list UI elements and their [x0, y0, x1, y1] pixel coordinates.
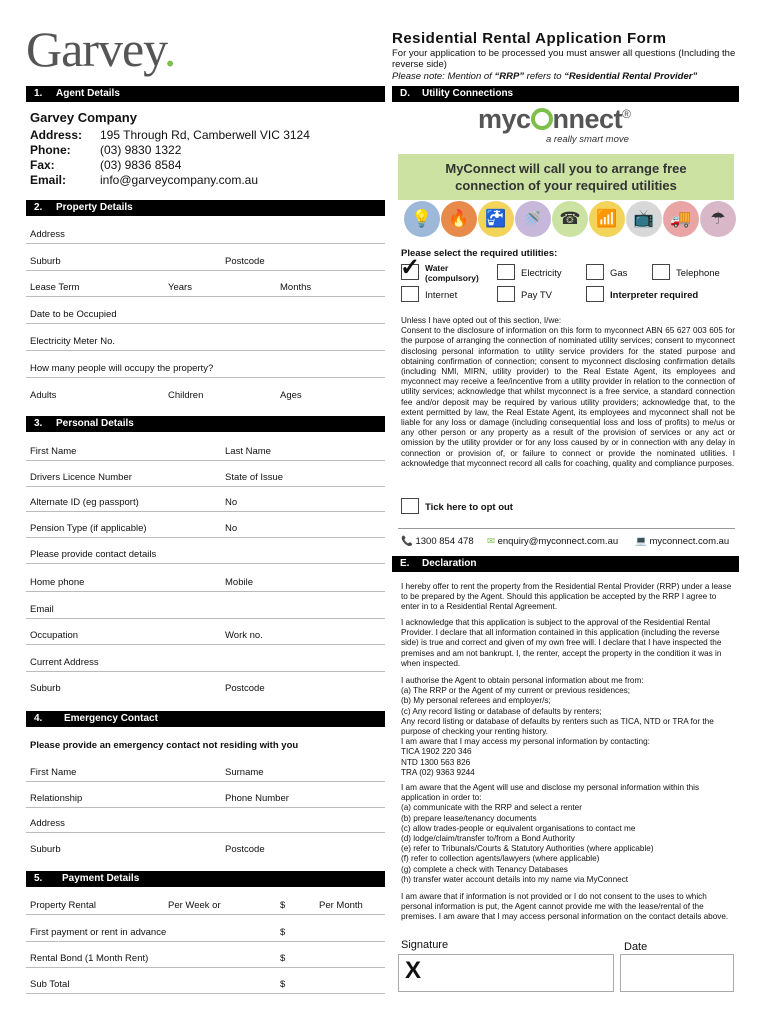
last-name-field[interactable]: Last Name: [225, 446, 271, 457]
internet-label: Internet: [425, 290, 458, 301]
date-occupied-field[interactable]: Date to be Occupied: [30, 309, 117, 320]
signature-x-mark: X: [405, 957, 422, 984]
divider: [26, 486, 385, 487]
divider: [26, 832, 385, 833]
declaration-p3: I authorise the Agent to obtain personal information about me from: (a) The RRP or the Agent of my current or previous residences; (b) My personal referees and employer/s; (c) Any record listing or database of defaults by renters; Any record listing or database of defaults by renters such as TICA, NTD or TRA for the purpose of checking your renting history. I am aware that I may access my personal information by contacting: TICA 1902 220 346 NTD 1300 563 826 TRA (02) 9363 9244: [401, 676, 714, 777]
divider: [26, 941, 385, 942]
form-subtitle: For your application to be processed you must answer all questions (Including the reverse side): [392, 48, 736, 70]
gas-label: Gas: [610, 268, 628, 279]
divider: [26, 511, 385, 512]
emergency-first-name-field[interactable]: First Name: [30, 767, 77, 778]
telephone-checkbox[interactable]: [652, 264, 670, 280]
emergency-phone-field[interactable]: Phone Number: [225, 793, 289, 804]
lightbulb-icon: 💡: [404, 201, 440, 237]
divider: [26, 350, 385, 351]
ages-field[interactable]: Ages: [280, 390, 302, 401]
mobile-field[interactable]: Mobile: [225, 577, 253, 588]
myconnect-logo-ring: [531, 108, 553, 130]
section-agent-header: 1. Agent Details: [26, 86, 385, 102]
first-payment-dollar-sign: $: [280, 927, 286, 938]
mail-icon: ✉: [487, 536, 495, 547]
divider: [26, 618, 385, 619]
property-suburb-field[interactable]: Suburb: [30, 256, 61, 267]
current-postcode-field[interactable]: Postcode: [225, 683, 265, 694]
divider: [26, 460, 385, 461]
water-checkmark-icon: ✓: [400, 254, 421, 281]
opt-out-checkbox[interactable]: [401, 498, 419, 514]
divider: [26, 807, 385, 808]
utilities-select-label: Please select the required utilities:: [401, 248, 558, 259]
laptop-icon: 💻: [635, 536, 647, 547]
garvey-logo: [26, 20, 175, 78]
first-payment-field[interactable]: First payment or rent in advance: [30, 927, 167, 938]
divider: [26, 537, 385, 538]
water-tap-icon: 🚰: [478, 201, 514, 237]
myconnect-email[interactable]: ✉ enquiry@myconnect.com.au: [487, 536, 619, 547]
section-utility-header: D. Utility Connections: [392, 86, 739, 102]
per-week-label: Per Week or: [168, 900, 221, 911]
logo-text: Garvey: [26, 21, 164, 77]
section-personal-header: 3. Personal Details: [26, 416, 385, 432]
agent-address-row: Address: 195 Through Rd, Camberwell VIC 3124: [30, 128, 310, 142]
declaration-p2: I acknowledge that this application is subject to the approval of the Residential Rental Provider. I declare that all information contained in this application (including the reverse side) is true and correct and given of my own free will. I declare that I have inspected the premises and am not bankrupt. I, the renter, accept the property in the condition it was in when inspected.: [401, 618, 722, 668]
divider: [26, 243, 385, 244]
myconnect-website[interactable]: 💻 myconnect.com.au: [635, 536, 730, 547]
form-title: Residential Rental Application Form: [392, 30, 667, 47]
section-declaration-header: E. Declaration: [392, 556, 739, 572]
router-icon: 📶: [589, 201, 625, 237]
children-field[interactable]: Children: [168, 390, 204, 401]
property-rental-field[interactable]: Property Rental: [30, 900, 97, 911]
adults-field[interactable]: Adults: [30, 390, 57, 401]
declaration-p5: I am aware that if information is not provided or I do not consent to the uses to which personal information is put, the Agent cannot provide me with the lease/rental of the premises. I am aware that I may access personal information on the contact details above.: [401, 892, 729, 922]
emergency-relationship-field[interactable]: Relationship: [30, 793, 83, 804]
home-phone-field[interactable]: Home phone: [30, 577, 85, 588]
myconnect-tagline: a really smart move: [546, 134, 629, 145]
alternate-id-field[interactable]: Alternate ID (eg passport): [30, 497, 139, 508]
rental-bond-field[interactable]: Rental Bond (1 Month Rent): [30, 953, 149, 964]
section-property-header: 2. Property Details: [26, 200, 385, 216]
section-emergency-header: 4. Emergency Contact: [26, 711, 385, 727]
email-field[interactable]: Email: [30, 604, 54, 615]
signature-box[interactable]: [398, 954, 614, 992]
declaration-p4: I am aware that the Agent will use and disclose my personal information within this application in order to: (a) communicate with the RRP and select a renter (b) prepare lease/tenancy documents (c) allow trades-people or equivalent organisations to contact me (d) lodge/claim/transfer to/from a Bond Authority (e) refer to Tribunals/Courts & Statutory Authorities (where applicable) (f) refer to collection agents/lawyers (where applicable) (g) complete a check with Tenancy Databases (h) transfer water account details into my name via MyConnect: [401, 783, 700, 884]
bond-dollar-sign: $: [280, 953, 286, 964]
emergency-postcode-field[interactable]: Postcode: [225, 844, 265, 855]
telephone-label: Telephone: [676, 268, 720, 279]
lease-months-label: Months: [280, 282, 312, 293]
tv-icon: 📺: [626, 201, 662, 237]
signature-label: Signature: [401, 939, 449, 951]
lease-years-label: Years: [168, 282, 192, 293]
subtotal-dollar-sign: $: [280, 979, 286, 990]
lease-term-field[interactable]: Lease Term: [30, 282, 80, 293]
divider: [26, 671, 385, 672]
emergency-address-field[interactable]: Address: [30, 818, 65, 829]
emergency-suburb-field[interactable]: Suburb: [30, 844, 61, 855]
form-note: Please note: Mention of “RRP” refers to “Residential Rental Provider”: [392, 71, 698, 82]
electricity-checkbox[interactable]: [497, 264, 515, 280]
myconnect-phone: 📞 1300 854 478: [401, 536, 474, 547]
agent-email-row: Email: info@garveycompany.com.au: [30, 173, 259, 187]
alternate-id-no-field[interactable]: No: [225, 497, 238, 508]
per-month-label: Per Month: [319, 900, 363, 911]
rental-dollar-sign: $: [280, 900, 286, 911]
declaration-p1: I hereby offer to rent the property from the Residential Rental Provider (RRP) under a lease to be prepared by the Agent. Should this application be accepted by the RRP I agree to enter in to a Residential Rental Agreement.: [401, 582, 732, 612]
work-no-field[interactable]: Work no.: [225, 630, 263, 641]
agent-phone-row: Phone: (03) 9830 1322: [30, 143, 182, 157]
shower-icon: 🚿: [515, 201, 551, 237]
pension-field[interactable]: Pension Type (if applicable): [30, 523, 147, 534]
pay-tv-label: Pay TV: [521, 290, 552, 301]
utility-icons-row: [404, 201, 736, 241]
agent-fax-row: Fax: (03) 9836 8584: [30, 158, 182, 172]
phone-icon: ☎: [552, 201, 588, 237]
property-address-field[interactable]: Address: [30, 229, 65, 240]
divider: [26, 377, 385, 378]
contact-details-heading: Please provide contact details: [30, 549, 157, 560]
divider: [26, 270, 385, 271]
current-suburb-field[interactable]: Suburb: [30, 683, 61, 694]
logo-dot: .: [163, 21, 176, 77]
emergency-surname-field[interactable]: Surname: [225, 767, 264, 778]
electricity-label: Electricity: [521, 268, 562, 279]
internet-checkbox[interactable]: [401, 286, 419, 302]
umbrella-icon: ☂: [700, 201, 736, 237]
flame-icon: 🔥: [441, 201, 477, 237]
opt-out-label: Tick here to opt out: [425, 502, 513, 513]
divider: [26, 993, 385, 994]
agent-company-name: Garvey Company: [30, 110, 137, 125]
section-payment-header: 5. Payment Details: [26, 871, 385, 887]
divider: [26, 591, 385, 592]
subtotal-field[interactable]: Sub Total: [30, 979, 70, 990]
date-label: Date: [624, 941, 648, 953]
gas-checkbox[interactable]: [586, 264, 604, 280]
water-label: Water (compulsory): [425, 263, 479, 283]
electricity-meter-field[interactable]: Electricity Meter No.: [30, 336, 115, 347]
state-issue-field[interactable]: State of Issue: [225, 472, 284, 483]
truck-icon: 🚚: [663, 201, 699, 237]
current-address-field[interactable]: Current Address: [30, 657, 99, 668]
emergency-instruction: Please provide an emergency contact not residing with you: [30, 740, 299, 751]
divider: [26, 296, 385, 297]
occupants-question: How many people will occupy the property?: [30, 363, 214, 374]
licence-field[interactable]: Drivers Licence Number: [30, 472, 132, 483]
divider: [26, 323, 385, 324]
myconnect-banner: MyConnect will call you to arrange free connection of your required utilities: [398, 154, 734, 200]
myconnect-logo: myc nnect®: [478, 104, 631, 134]
occupation-field[interactable]: Occupation: [30, 630, 79, 641]
utility-consent-text: Unless I have opted out of this section, I/we: Consent to the disclosure of information on this form to myconnect ABN 65 627 003 605 for the purpose of arranging the connection of nominated utility services; consent to myconnect disclosing personal information to utility service providers for the stated purpose and obtaining confirmation of connection; consent to myconnect disclosing confirmation details (including NMI, MIRN, utility provider) to the Real Estate Agent, its employees and myconnect may receive a fee/incentive from a utility provider in relation to the connection of utility services; acknowledge that whilst myconnect is a free service, a standard connection fee and/or deposit may be required by various utility providers; acknowledge that, to the extent permitted by law, the Real Estate Agent, its employees and myconnect shall not be liable for any loss or damage (including consequential loss and loss of profits) to me/us or any other person or any property as a result of the provision of services or any act or omission by the utility provider or for any loss caused by or in connection with any delay in connection or provision of, or failure to connect or provide the nominated utilities. I acknowledge that myconnect record all calls for coaching, quality and compliance purposes.: [401, 316, 735, 468]
pay-tv-checkbox[interactable]: [497, 286, 515, 302]
divider: [26, 563, 385, 564]
first-name-field[interactable]: First Name: [30, 446, 77, 457]
interpreter-label: Interpreter required: [610, 290, 699, 301]
divider: [26, 967, 385, 968]
property-postcode-field[interactable]: Postcode: [225, 256, 265, 267]
date-box[interactable]: [620, 954, 734, 992]
divider: [398, 528, 735, 529]
divider: [26, 644, 385, 645]
divider: [26, 914, 385, 915]
phone-icon: 📞: [401, 536, 413, 547]
interpreter-checkbox[interactable]: [586, 286, 604, 302]
pension-no-field[interactable]: No: [225, 523, 238, 534]
divider: [26, 781, 385, 782]
